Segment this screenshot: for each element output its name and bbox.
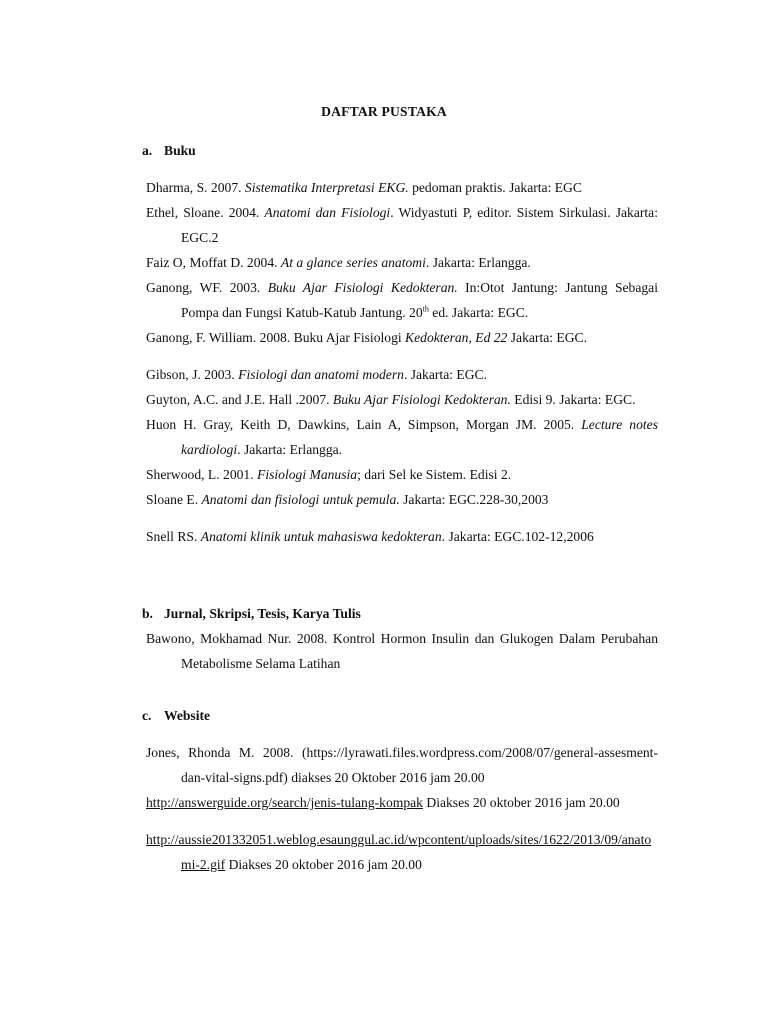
section-letter: c. <box>142 708 152 723</box>
reference-list-website <box>146 740 658 877</box>
section-letter: a. <box>142 143 153 158</box>
section-label: Jurnal, Skripsi, Tesis, Karya Tulis <box>164 606 361 621</box>
section-letter: b. <box>142 606 153 621</box>
reference-item: Guyton, A.C. and J.E. Hall .2007. Buku Ajar Fisiologi Kedokteran. Edisi 9. Jakarta: EGC. <box>146 392 636 407</box>
section-label: Website <box>164 708 211 723</box>
reference-link[interactable]: http://answerguide.org/search/jenis-tulang-kompak <box>146 795 423 810</box>
reference-list-buku <box>146 175 658 549</box>
section-heading-jurnal <box>142 606 361 622</box>
reference-item: Ganong, F. William. 2008. Buku Ajar Fisiologi Kedokteran, Ed 22 Jakarta: EGC. <box>146 330 588 345</box>
reference-item: Ganong, WF. 2003. Buku Ajar Fisiologi Kedokteran. In:Otot Jantung: Jantung Sebagai Pompa dan Fungsi Katub-Katub Jantung. 20th ed. Jakarta: EGC. <box>146 280 658 320</box>
page-title: DAFTAR PUSTAKA <box>321 104 447 119</box>
reference-item: Huon H. Gray, Keith D, Dawkins, Lain A, Simpson, Morgan JM. 2005. Lecture notes kardiologi. Jakarta: Erlangga. <box>146 417 658 457</box>
reference-item: Sloane E. Anatomi dan fisiologi untuk pemula. Jakarta: EGC.228-30,2003 <box>146 492 549 507</box>
reference-item: Bawono, Mokhamad Nur. 2008. Kontrol Hormon Insulin dan Glukogen Dalam Perubahan Metabolisme Selama Latihan <box>146 631 658 671</box>
reference-item: Snell RS. Anatomi klinik untuk mahasiswa kedokteran. Jakarta: EGC.102-12,2006 <box>146 529 594 544</box>
reference-item: Faiz O, Moffat D. 2004. At a glance series anatomi. Jakarta: Erlangga. <box>146 255 531 270</box>
section-label: Buku <box>164 143 196 158</box>
reference-item: Dharma, S. 2007. Sistematika Interpretasi EKG. pedoman praktis. Jakarta: EGC <box>146 180 582 195</box>
section-heading-buku <box>142 143 196 159</box>
reference-list-jurnal <box>146 626 658 676</box>
reference-item: Ethel, Sloane. 2004. Anatomi dan Fisiologi. Widyastuti P, editor. Sistem Sirkulasi. Jakarta: EGC.2 <box>146 205 658 245</box>
reference-item: Gibson, J. 2003. Fisiologi dan anatomi modern. Jakarta: EGC. <box>146 367 487 382</box>
reference-item: Jones, Rhonda M. 2008. (https://lyrawati.files.wordpress.com/2008/07/general-assesment-dan-vital-signs.pdf) diakses 20 Oktober 2016 jam 20.00 <box>146 745 658 785</box>
reference-item: http://aussie201332051.weblog.esaunggul.ac.id/wpcontent/uploads/sites/1622/2013/09/anatomi-2.gif Diakses 20 oktober 2016 jam 20.00 <box>146 832 652 872</box>
section-heading-website <box>142 708 210 724</box>
reference-link[interactable]: http://aussie201332051.weblog.esaunggul.ac.id/wpcontent/uploads/sites/1622/2013/09/anatomi-2.gif <box>146 832 652 872</box>
reference-item: http://answerguide.org/search/jenis-tulang-kompak Diakses 20 oktober 2016 jam 20.00 <box>146 795 620 810</box>
reference-item: Sherwood, L. 2001. Fisiologi Manusia; dari Sel ke Sistem. Edisi 2. <box>146 467 512 482</box>
